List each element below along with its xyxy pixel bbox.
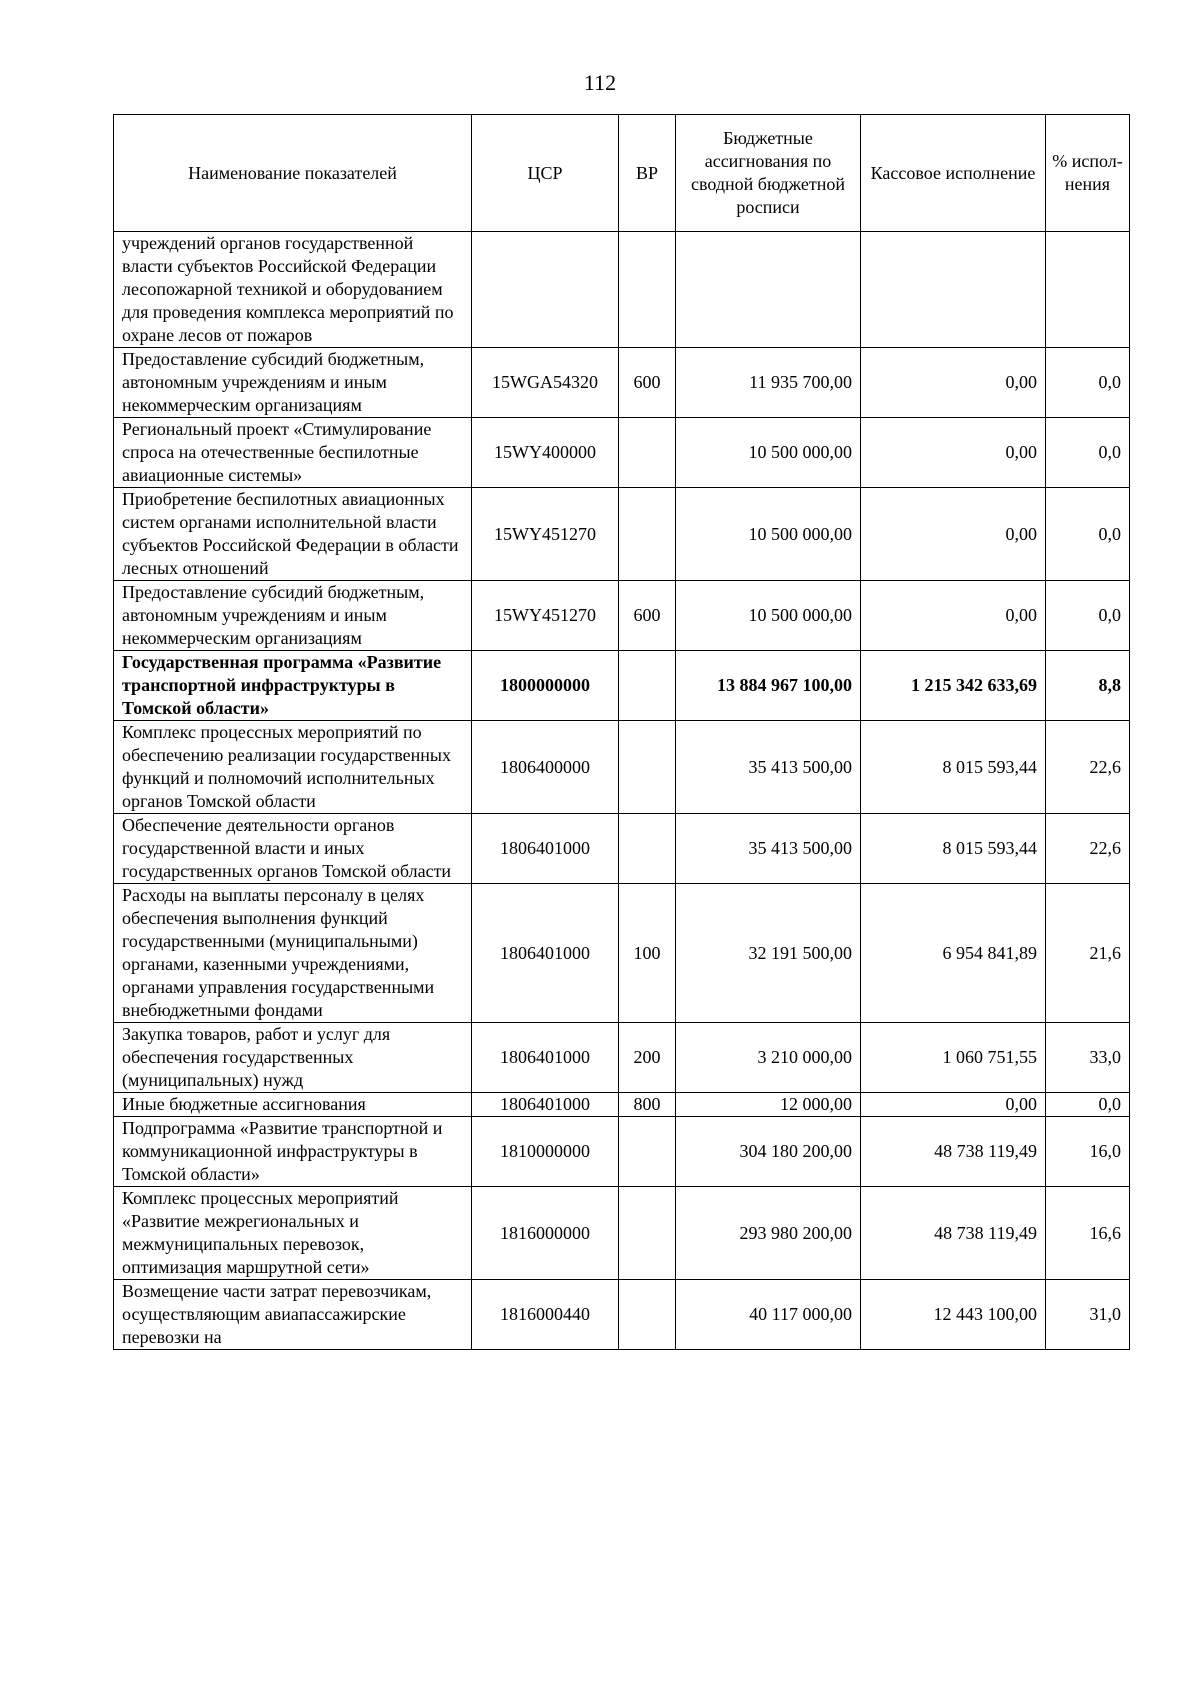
row-cash-execution: 8 015 593,44: [861, 814, 1046, 884]
table-header-row: [114, 115, 1130, 232]
table-row: [114, 1280, 1130, 1350]
table-row: [114, 884, 1130, 1023]
row-csr: 15WY400000: [472, 418, 619, 488]
row-name: Закупка товаров, работ и услуг для обеспечения государственных (муниципальных) нужд: [114, 1023, 472, 1093]
table-row: [114, 721, 1130, 814]
row-vr: [619, 721, 676, 814]
row-name: Возмещение части затрат перевозчикам, осуществляющим авиапассажирские перевозки на: [114, 1280, 472, 1350]
row-name: Региональный проект «Стимулирование спроса на отечественные беспилотные авиационные системы»: [114, 418, 472, 488]
header-cash-execution: Кассовое исполнение: [861, 115, 1046, 232]
row-csr: 1806401000: [472, 884, 619, 1023]
row-assignments: 10 500 000,00: [676, 581, 861, 651]
row-cash-execution: 0,00: [861, 488, 1046, 581]
row-csr: 1816000000: [472, 1187, 619, 1280]
row-name: Комплекс процессных мероприятий «Развитие межрегиональных и межмуниципальных перевозок, оптимизация маршрутной сети»: [114, 1187, 472, 1280]
row-cash-execution: 0,00: [861, 581, 1046, 651]
table-row: [114, 1093, 1130, 1117]
row-vr: 800: [619, 1093, 676, 1117]
row-assignments: 12 000,00: [676, 1093, 861, 1117]
row-assignments: 32 191 500,00: [676, 884, 861, 1023]
row-csr: [472, 232, 619, 348]
row-vr: 100: [619, 884, 676, 1023]
row-name: учреждений органов государственной власти субъектов Российской Федерации лесопожарной техникой и оборудованием для проведения комплекса мероприятий по охране лесов от пожаров: [114, 232, 472, 348]
row-assignments: 10 500 000,00: [676, 488, 861, 581]
table-row: [114, 348, 1130, 418]
row-name: Расходы на выплаты персоналу в целях обеспечения выполнения функций государственными (муниципальными) органами, казенными учреждениями, органами управления государственными внебюджетными фондами: [114, 884, 472, 1023]
row-csr: 1810000000: [472, 1117, 619, 1187]
header-csr: ЦСР: [472, 115, 619, 232]
row-cash-execution: 48 738 119,49: [861, 1187, 1046, 1280]
row-vr: [619, 1117, 676, 1187]
row-cash-execution: [861, 232, 1046, 348]
row-assignments: [676, 232, 861, 348]
header-name: Наименование показателей: [114, 115, 472, 232]
table-row: [114, 232, 1130, 348]
row-percent: 0,0: [1046, 418, 1130, 488]
row-name: Предоставление субсидий бюджетным, автономным учреждениям и иным некоммерческим организациям: [114, 581, 472, 651]
row-name: Предоставление субсидий бюджетным, автономным учреждениям и иным некоммерческим организациям: [114, 348, 472, 418]
row-csr: 1800000000: [472, 651, 619, 721]
header-assignments: Бюджетные ассигнования по сводной бюджетной росписи: [676, 115, 861, 232]
table-row: [114, 1187, 1130, 1280]
row-name: Иные бюджетные ассигнования: [114, 1093, 472, 1117]
row-vr: [619, 651, 676, 721]
table-row: [114, 488, 1130, 581]
row-csr: 1806400000: [472, 721, 619, 814]
row-cash-execution: 0,00: [861, 1093, 1046, 1117]
row-name: Приобретение беспилотных авиационных систем органами исполнительной власти субъектов Российской Федерации в области лесных отношений: [114, 488, 472, 581]
row-name: Обеспечение деятельности органов государственной власти и иных государственных органов Томской области: [114, 814, 472, 884]
row-percent: 16,0: [1046, 1117, 1130, 1187]
row-name: Государственная программа «Развитие транспортной инфраструктуры в Томской области»: [114, 651, 472, 721]
row-assignments: 11 935 700,00: [676, 348, 861, 418]
row-assignments: 13 884 967 100,00: [676, 651, 861, 721]
row-vr: [619, 418, 676, 488]
row-vr: 200: [619, 1023, 676, 1093]
row-percent: 22,6: [1046, 814, 1130, 884]
row-vr: [619, 1280, 676, 1350]
row-name: Подпрограмма «Развитие транспортной и коммуникационной инфраструктуры в Томской области»: [114, 1117, 472, 1187]
row-percent: 0,0: [1046, 488, 1130, 581]
row-vr: 600: [619, 348, 676, 418]
row-csr: 1806401000: [472, 814, 619, 884]
table-row: [114, 418, 1130, 488]
row-cash-execution: 48 738 119,49: [861, 1117, 1046, 1187]
header-vr: ВР: [619, 115, 676, 232]
row-csr: 15WGA54320: [472, 348, 619, 418]
row-percent: 33,0: [1046, 1023, 1130, 1093]
row-name: Комплекс процессных мероприятий по обеспечению реализации государственных функций и полномочий исполнительных органов Томской области: [114, 721, 472, 814]
row-assignments: 293 980 200,00: [676, 1187, 861, 1280]
row-cash-execution: 8 015 593,44: [861, 721, 1046, 814]
row-vr: [619, 232, 676, 348]
row-vr: [619, 814, 676, 884]
row-cash-execution: 1 215 342 633,69: [861, 651, 1046, 721]
table-row: [114, 814, 1130, 884]
row-cash-execution: 0,00: [861, 418, 1046, 488]
row-percent: 31,0: [1046, 1280, 1130, 1350]
row-percent: 21,6: [1046, 884, 1130, 1023]
row-cash-execution: 12 443 100,00: [861, 1280, 1046, 1350]
row-cash-execution: 0,00: [861, 348, 1046, 418]
row-percent: 0,0: [1046, 581, 1130, 651]
table-row: [114, 1023, 1130, 1093]
row-csr: 1816000440: [472, 1280, 619, 1350]
row-assignments: 40 117 000,00: [676, 1280, 861, 1350]
row-percent: 0,0: [1046, 1093, 1130, 1117]
row-vr: 600: [619, 581, 676, 651]
row-assignments: 3 210 000,00: [676, 1023, 861, 1093]
header-percent: % испол-нения: [1046, 115, 1130, 232]
row-assignments: 10 500 000,00: [676, 418, 861, 488]
row-vr: [619, 1187, 676, 1280]
row-csr: 15WY451270: [472, 488, 619, 581]
row-cash-execution: 1 060 751,55: [861, 1023, 1046, 1093]
row-percent: 0,0: [1046, 348, 1130, 418]
table-row: [114, 581, 1130, 651]
row-percent: [1046, 232, 1130, 348]
row-assignments: 35 413 500,00: [676, 814, 861, 884]
row-assignments: 304 180 200,00: [676, 1117, 861, 1187]
row-percent: 16,6: [1046, 1187, 1130, 1280]
row-percent: 8,8: [1046, 651, 1130, 721]
budget-table: [113, 114, 1130, 1350]
row-csr: 1806401000: [472, 1093, 619, 1117]
table-row: [114, 651, 1130, 721]
row-cash-execution: 6 954 841,89: [861, 884, 1046, 1023]
table-row: [114, 1117, 1130, 1187]
row-vr: [619, 488, 676, 581]
row-assignments: 35 413 500,00: [676, 721, 861, 814]
row-csr: 15WY451270: [472, 581, 619, 651]
row-csr: 1806401000: [472, 1023, 619, 1093]
row-percent: 22,6: [1046, 721, 1130, 814]
page-number: 112: [583, 70, 617, 95]
